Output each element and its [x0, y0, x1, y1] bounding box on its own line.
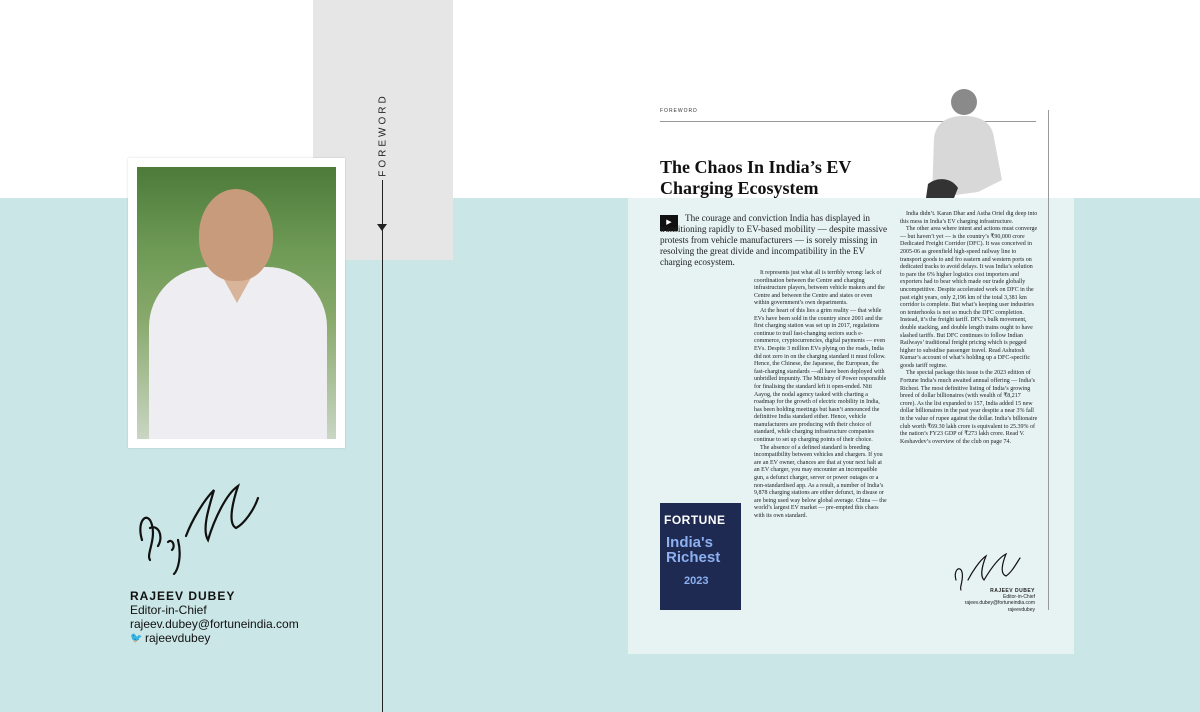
- col1-paragraph: At the heart of this lies a grim reality — that while EVs have been sold in the country since 2001 and the first charging station was set up in 2017, regulations continue to trail fast-changing sectors such e-commerce, cryptocurrencies, digital payments — even EVs. Despite 3 million EVs plying on the roads, India did not zero in on the charging standard it must follow. Hence, the Chinese, the Japanese, the European, the fast-charging standards —all have been deployed with unbridled impunity. The Ministry of Power responsible for finalising the standard left it open-ended. Niti Aayog, the nodal agency tasked with charting a roadmap for the growth of electric mobility in India, has been holding meetings but hasn’t announced the definitive India standard either. Hence, vehicle manufacturers are producing with their choice of standard, while charging infrastructure companies continue to set up charging points of their choice.: [754, 307, 887, 444]
- cover-year: 2023: [684, 575, 709, 587]
- page-kicker: FOREWORD: [660, 108, 698, 114]
- signoff-email: rajeev.dubey@fortuneindia.com: [964, 600, 1035, 607]
- magazine-cover: [660, 503, 741, 610]
- author-twitter[interactable]: [130, 631, 210, 645]
- play-icon: ▶: [660, 215, 678, 231]
- article-column-2: [900, 211, 1038, 446]
- author-role: Editor-in-Chief: [130, 603, 207, 617]
- cover-title: India's Richest: [666, 534, 721, 566]
- cover-brand: FORTUNE: [664, 513, 726, 527]
- signoff-name: RAJEEV DUBEY: [990, 588, 1035, 594]
- arrow-down-icon: [377, 224, 387, 231]
- col2-paragraph: India didn’t. Karan Dhar and Astha Oriel dig deep into this mess in India’s EV charging infrastructure.: [900, 211, 1038, 225]
- signoff-role: Editor-in-Chief: [1003, 594, 1035, 601]
- page-vertical-rule: [1048, 110, 1049, 610]
- author-photo: [128, 158, 345, 448]
- page-author-photo: [918, 80, 1010, 198]
- author-twitter-handle: rajeevdubey: [145, 631, 211, 645]
- page-deck: The courage and conviction India has displayed in transitioning rapidly to EV-based mobility — despite massive protests from vehicle manufacturers — is sorely missing in resolving the great divide and incompatibility in the EV charging ecosystem.: [660, 213, 888, 267]
- col1-paragraph: The absence of a defined standard is breeding incompatibility between vehicles and chargers. If you are an EV owner, chances are that at your next halt at an EV charger, you may encounter an incompatible gun, a defunct charger, server or power outages or a non-standardised app. As a result, a number of India’s 9,878 charging stations are either defunct, in disuse or are being used way below global average. China — the world’s largest EV market — pre-empted this chaos with its own standard.: [754, 444, 887, 519]
- section-label-vertical: FOREWORD: [377, 93, 389, 177]
- page-title: The Chaos In India’s EV Charging Ecosystem: [660, 157, 852, 198]
- twitter-bird-icon: 🐦: [130, 632, 143, 644]
- vertical-divider: [382, 180, 383, 712]
- col1-paragraph: It represents just what all is terribly wrong: lack of coordination between the Centre and charging infrastructure players, between vehicle makers and the Centre and between the Centre and states or even within government’s own departments.: [754, 270, 885, 307]
- col2-paragraph: The other area where intent and actions must converge — but haven’t yet — is the country’s ₹90,000 crore Dedicated Freight Corridor (DFC). It was conceived in 2005-06 as greenfield high-speed railway line to transport goods to and fro eastern and western ports on dedicated tracks to avoid delays. It was India’s solution to pare the 6% higher logistics cost importers and exporters had to bear which made our trade globally uncompetitive. Despite accelerated work on DFC in the past eight years, only 2,196 km of the total 3,381 km corridor is complete. But what’s keeping user industries on tenterhooks is not so much the DFC completion. Instead, it’s the freight tariff. DFC’s bulk movement, double stacking, and double length trains ought to have slashed tariffs. But DFC continues to follow Indian Railways’ traditional freight pricing which is pegged higher to subsidise passenger travel. Read Ashutosh Kumar’s account of what’s holding up a DFC-specific goods tariff regime.: [900, 226, 1038, 369]
- signoff-twitter: rajeevdubey: [1007, 606, 1035, 613]
- col2-paragraph: The special package this issue is the 2023 edition of Fortune India’s much awaited annual offering — India’s Richest. The most definitive listing of India’s growing breed of dollar billionaires (with wealth of ₹8,217 crore). As the list expanded to 157, India added 15 new dollar billionaires in the past year despite a near 3% fall in the value of rupee against the dollar. India’s billionaire club worth ₹69.30 lakh crore is equivalent to 25.39% of the nation’s FY23 GDP of ₹273 lakh crore. Read V. Keshavdev’s overview of the club on page 74.: [900, 370, 1038, 445]
- author-email[interactable]: rajeev.dubey@fortuneindia.com: [130, 617, 299, 631]
- author-name: RAJEEV DUBEY: [130, 589, 236, 603]
- article-column-1: [754, 270, 888, 521]
- signature: [128, 480, 278, 575]
- page-signoff: [955, 588, 1035, 613]
